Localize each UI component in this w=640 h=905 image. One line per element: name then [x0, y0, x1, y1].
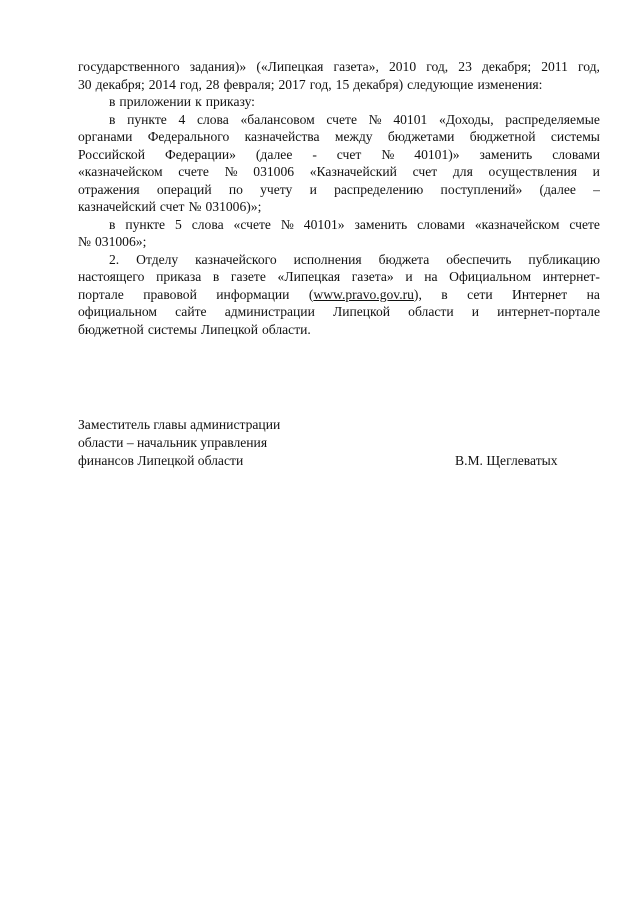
- text-line: [78, 198, 600, 216]
- word: счет: [159, 199, 185, 214]
- word: год,: [577, 59, 600, 74]
- text-line: [78, 321, 600, 339]
- word: исполнения: [293, 251, 362, 267]
- word: публикацию: [528, 251, 600, 267]
- word: слова: [191, 216, 224, 232]
- text-line: [78, 233, 600, 251]
- word: настоящего: [78, 269, 145, 284]
- word: операций: [156, 181, 212, 197]
- word: 2014: [148, 76, 176, 92]
- word: и: [592, 164, 600, 179]
- word: 031006»;: [94, 234, 147, 249]
- word: Официальном: [449, 269, 532, 284]
- word: казначейского: [195, 251, 277, 267]
- pravo-link[interactable]: www.pravo.gov.ru: [313, 286, 414, 302]
- word: приказа: [156, 269, 202, 284]
- word: счет: [412, 164, 438, 179]
- word: сети: [467, 286, 493, 302]
- word: казначейства: [244, 129, 320, 144]
- word: №: [78, 234, 91, 249]
- text-line: [78, 303, 600, 321]
- word: 031006)»;: [205, 199, 262, 214]
- word: интернет-портале: [497, 304, 600, 319]
- word: словами: [417, 216, 465, 232]
- word: год,: [309, 76, 332, 92]
- word: (далее: [539, 181, 576, 197]
- word: отражения: [78, 181, 140, 197]
- text-line: [78, 286, 600, 304]
- text-line: [78, 268, 600, 286]
- signature-position-line-2: области – начальник управления: [78, 435, 268, 450]
- word: счете: [178, 164, 209, 179]
- text-line: [78, 163, 600, 181]
- word: газета»,: [333, 59, 379, 74]
- text-line: [78, 76, 600, 94]
- word: февраля;: [223, 76, 275, 92]
- word: 2.: [109, 251, 120, 267]
- word: области: [408, 304, 454, 319]
- word: 23: [458, 59, 472, 74]
- word: осуществления: [488, 164, 577, 179]
- word: бюджетной: [78, 321, 144, 337]
- word: (далее: [255, 146, 293, 162]
- word: области.: [261, 321, 311, 337]
- word: №: [368, 111, 382, 127]
- word: №: [224, 164, 238, 179]
- word: Отделу: [136, 251, 179, 267]
- word: 4: [178, 111, 186, 127]
- word: для: [452, 164, 473, 179]
- word: системы: [147, 321, 197, 337]
- word: в: [109, 94, 116, 109]
- word: по: [228, 181, 243, 197]
- word: счете: [569, 216, 600, 232]
- signatory-name: В.М. Щеглеватых: [455, 453, 558, 468]
- word: счете: [326, 111, 358, 127]
- word: официальном: [78, 304, 157, 319]
- text-line: [78, 251, 600, 269]
- word: в: [212, 269, 220, 284]
- word: органами: [78, 129, 133, 144]
- word: декабря;: [95, 76, 145, 92]
- word: следующие: [407, 76, 474, 92]
- word: декабря): [353, 76, 404, 92]
- word: 2011: [541, 59, 568, 74]
- word: приказу:: [205, 94, 255, 109]
- word: Интернет: [512, 286, 568, 302]
- word: 5: [175, 216, 182, 232]
- word: 15: [335, 76, 350, 92]
- word: 40101»: [303, 216, 345, 232]
- word: бюджетами: [387, 129, 455, 144]
- word: 031006: [253, 164, 295, 179]
- text-line: [78, 128, 600, 146]
- word: год,: [179, 76, 202, 92]
- signature-position-line-3: финансов Липецкой области В.М. Щеглеватых: [78, 453, 558, 468]
- text-line: [78, 111, 600, 129]
- word: учету: [260, 181, 293, 197]
- word: к: [195, 94, 202, 109]
- word: в: [109, 111, 116, 127]
- word: и: [405, 269, 413, 284]
- word: год,: [426, 59, 449, 74]
- word: 28: [205, 76, 220, 92]
- word: портале: [78, 286, 124, 302]
- word: Федерации»: [164, 146, 236, 162]
- word: «балансовом: [240, 111, 315, 127]
- word: 40101)»: [414, 146, 460, 162]
- word: бюджетной: [469, 129, 536, 144]
- word: Федерального: [147, 129, 230, 144]
- word: «счете: [233, 216, 271, 232]
- word: декабря;: [481, 59, 532, 74]
- word: слова: [196, 111, 229, 127]
- document-body: [78, 58, 600, 338]
- word: пункте: [125, 216, 166, 232]
- word: и: [471, 304, 479, 319]
- word: в: [441, 286, 448, 302]
- word: бюджета: [378, 251, 430, 267]
- word: 30: [78, 76, 92, 92]
- signature-block: [78, 416, 600, 470]
- word: «Доходы,: [438, 111, 494, 127]
- word: заменить: [479, 146, 533, 162]
- word: «Казначейский: [309, 164, 397, 179]
- word: «казначейском: [474, 216, 560, 232]
- text-line: [78, 181, 600, 199]
- word: Липецкой: [332, 304, 391, 319]
- word: Липецкой: [200, 321, 258, 337]
- word: –: [593, 181, 600, 197]
- word: интернет-: [542, 269, 600, 284]
- word: распределяемые: [505, 111, 600, 127]
- word: пункте: [127, 111, 167, 127]
- word: поступлений»: [440, 181, 523, 197]
- word: счет: [336, 146, 362, 162]
- word: обеспечить: [446, 251, 512, 267]
- word: информации: [216, 286, 290, 302]
- word: правовой: [143, 286, 197, 302]
- text-line: [78, 216, 600, 234]
- word: сайте: [175, 304, 207, 319]
- word: распределению: [334, 181, 424, 197]
- word: («Липецкая: [256, 59, 324, 74]
- word: -: [312, 146, 317, 162]
- word: газете: [230, 269, 266, 284]
- word: государственного: [78, 59, 180, 74]
- text-line: [78, 58, 600, 76]
- word: 2010: [388, 59, 417, 74]
- word: газета»: [351, 269, 394, 284]
- word: «казначейском: [78, 164, 163, 179]
- word: системы: [550, 129, 600, 144]
- word: заменить: [354, 216, 408, 232]
- word: (www.pravo.gov.ru),: [308, 286, 422, 302]
- word: №: [381, 146, 395, 162]
- word: и: [309, 181, 317, 197]
- word: «Липецкая: [277, 269, 341, 284]
- word: №: [280, 216, 294, 232]
- text-line: [78, 146, 600, 164]
- word: изменения:: [477, 76, 543, 92]
- word: Российской: [78, 146, 145, 162]
- text-line: [78, 93, 600, 111]
- word: казначейский: [78, 199, 156, 214]
- word: словами: [552, 146, 600, 162]
- word: между: [334, 129, 373, 144]
- word: №: [188, 199, 202, 214]
- word: администрации: [224, 304, 315, 319]
- word: в: [109, 216, 116, 232]
- word: задания)»: [189, 59, 247, 74]
- word: 2017: [278, 76, 306, 92]
- word: на: [424, 269, 438, 284]
- word: приложении: [119, 94, 192, 109]
- word: 40101: [393, 111, 428, 127]
- signature-position-line-1: Заместитель главы администрации: [78, 417, 281, 432]
- word: на: [586, 286, 600, 302]
